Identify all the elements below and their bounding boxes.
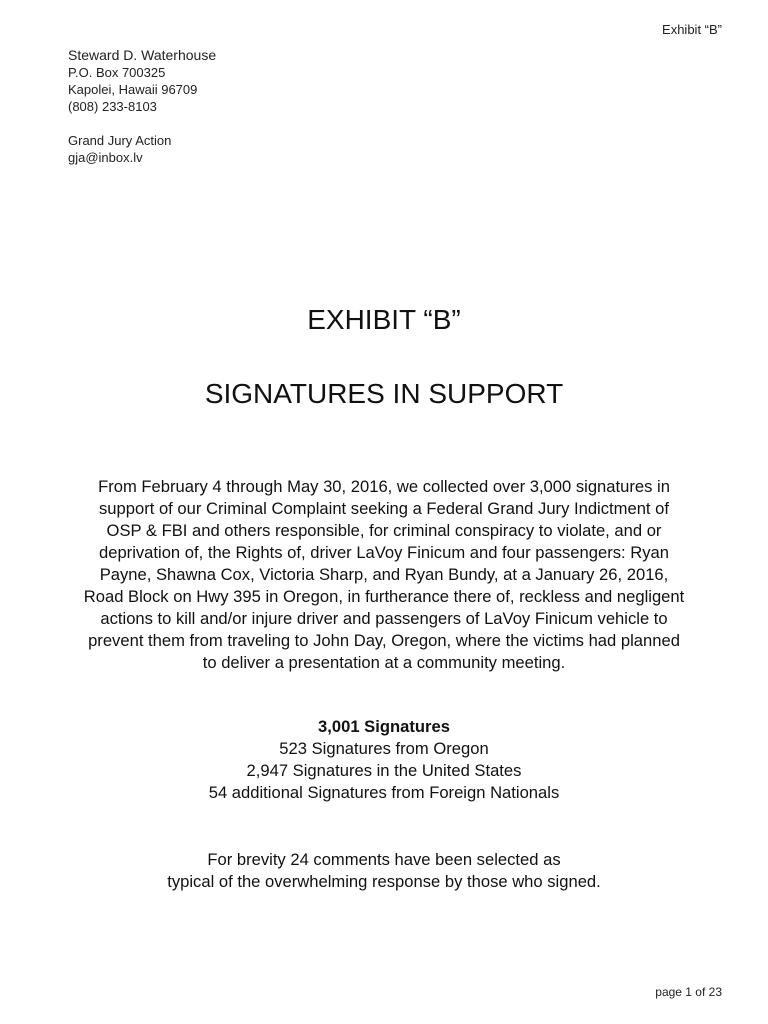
sender-address-line2: Kapolei, Hawaii 96709 (68, 82, 198, 97)
body-line: OSP & FBI and others responsible, for criminal conspiracy to violate, and or (106, 521, 662, 540)
body-line: to deliver a presentation at a community meeting. (202, 653, 566, 672)
sender-spacer (68, 115, 216, 132)
body-line: Payne, Shawna Cox, Victoria Sharp, and Ryan Bundy, at a January 26, 2016, (99, 565, 669, 584)
sender-email: gja@inbox.lv (68, 150, 143, 165)
stats-foreign: 54 additional Signatures from Foreign Nationals (208, 783, 560, 802)
header-exhibit-label: Exhibit “B” (662, 22, 722, 37)
brevity-note (0, 849, 768, 893)
body-line: prevent them from traveling to John Day, Oregon, where the victims had planned (88, 631, 680, 650)
body-line: deprivation of, the Rights of, driver LaVoy Finicum and four passengers: Ryan (98, 543, 670, 562)
sender-org: Grand Jury Action (68, 133, 172, 148)
sender-address-line1: P.O. Box 700325 (68, 65, 166, 80)
stats-us: 2,947 Signatures in the United States (246, 761, 522, 780)
body-line: From February 4 through May 30, 2016, we collected over 3,000 signatures in (98, 477, 670, 496)
page-number: page 1 of 23 (655, 985, 722, 999)
stats-oregon: 523 Signatures from Oregon (279, 739, 489, 758)
brevity-line1: For brevity 24 comments have been selected as (207, 850, 561, 869)
body-line: actions to kill and/or injure driver and passengers of LaVoy Finicum vehicle to (100, 609, 668, 628)
brevity-line2: typical of the overwhelming response by those who signed. (167, 872, 601, 891)
stats-total: 3,001 Signatures (318, 717, 450, 736)
sender-phone: (808) 233-8103 (68, 99, 157, 114)
sender-block (68, 47, 216, 166)
signature-stats (0, 716, 768, 804)
exhibit-title: EXHIBIT “B” (307, 304, 461, 335)
main-title: SIGNATURES IN SUPPORT (204, 378, 564, 409)
body-line: Road Block on Hwy 395 in Oregon, in furtherance there of, reckless and negligent (83, 587, 685, 606)
body-paragraph (70, 476, 698, 674)
body-line: support of our Criminal Complaint seeking a Federal Grand Jury Indictment of (99, 499, 669, 518)
sender-name: Steward D. Waterhouse (68, 47, 217, 63)
